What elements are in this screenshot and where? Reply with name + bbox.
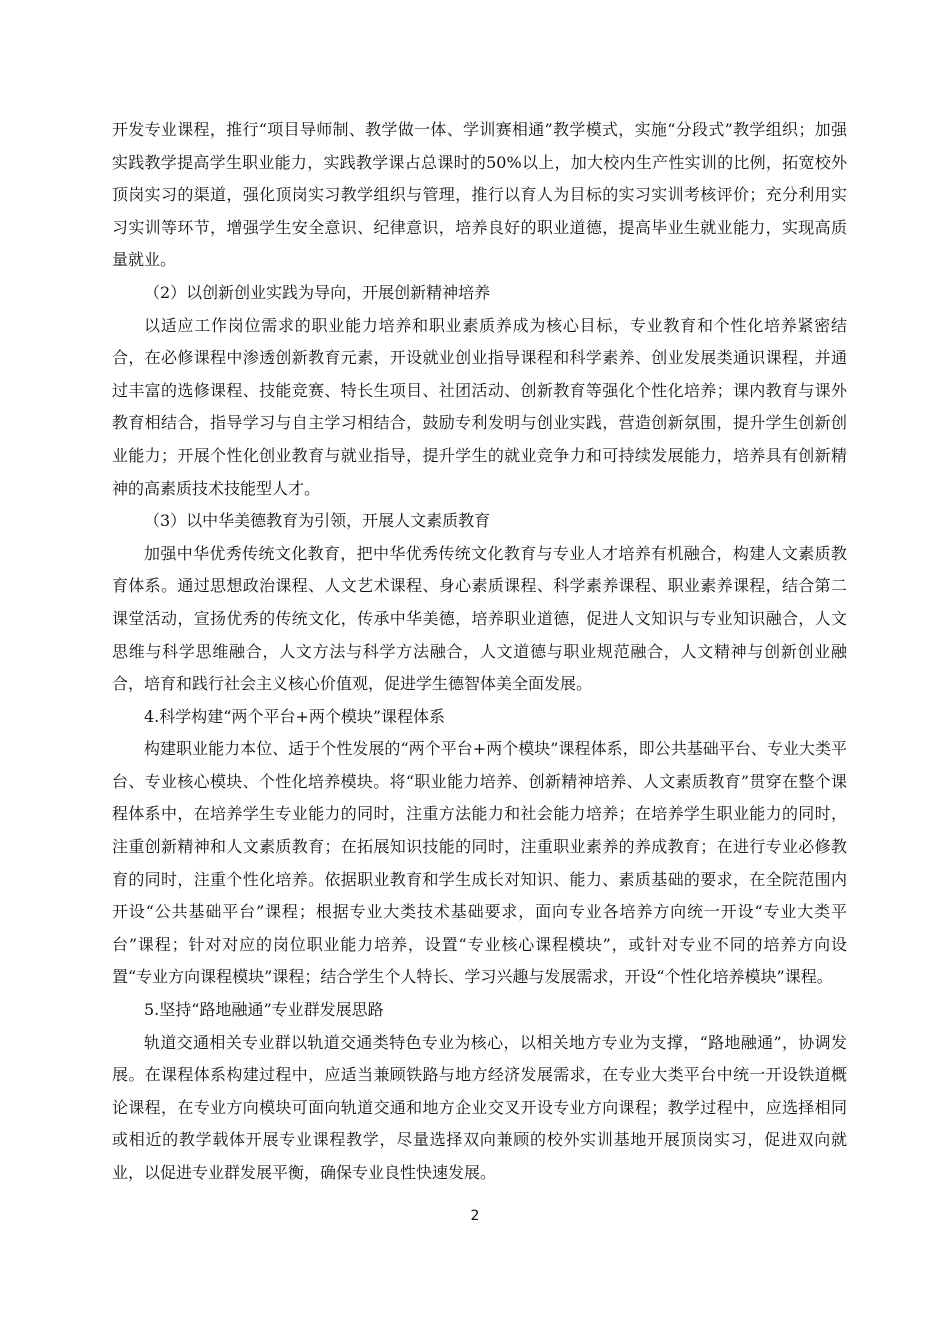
heading-innovation-entrepreneurship: （2）以创新创业实践为导向，开展创新精神培养: [144, 282, 491, 302]
paragraph-innovation-spirit: 以适应工作岗位需求的职业能力培养和职业素质养成为核心目标，专业教育和个性化培养紧密结合，在必修课程中渗透创新教育元素，开设就业创业指导课程和科学素养、创业发展类通识课程，并通过丰富的选修课程、技能竞赛、特长生项目、社团活动、创新教育等强化个性化培养；课内教育与课外教育相结合，指导学习与自主学习相结合，鼓励专利发明与创业实践，营造创新氛围，提升学生创新创业能力；开展个性化创业教育与就业指导，提升学生的就业竞争力和可持续发展能力，培养具有创新精神的高素质技术技能型人才。: [112, 315, 847, 498]
paragraph-course-development: 开发专业课程，推行“项目导师制、教学做一体、学训赛相通”教学模式，实施“分段式”教学组织；加强实践教学提高学生职业能力，实践教学课占总课时的50%以上，加大校内生产性实训的比例，拓宽校外顶岗实习的渠道，强化顶岗实习教学组织与管理，推行以育人为目标的实习实训考核评价；充分利用实习实训等环节，增强学生安全意识、纪律意识，培养良好的职业道德，提高毕业生就业能力，实现高质量就业。: [112, 120, 847, 270]
heading-road-local-integration: 5.坚持“路地融通”专业群发展思路: [144, 1000, 384, 1020]
page-number: 2: [470, 1208, 480, 1224]
paragraph-road-local-integration: 轨道交通相关专业群以轨道交通类特色专业为核心，以相关地方专业为支撑，“路地融通”，协调发展。在课程体系构建过程中，应适当兼顾铁路与地方经济发展需求，在专业大类平台中统一开设铁道概论课程，在专业方向模块可面向轨道交通和地方企业交叉开设专业方向课程；教学过程中，应选择相同或相近的教学载体开展专业课程教学，尽量选择双向兼顾的校外实训基地开展顶岗实习，促进双向就业，以促进专业群发展平衡，确保专业良性快速发展。: [112, 1032, 847, 1182]
document-body: [112, 114, 847, 1190]
heading-humanities-education: （3）以中华美德教育为引领，开展人文素质教育: [144, 511, 491, 531]
paragraph-humanities-system: 加强中华优秀传统文化教育，把中华优秀传统文化教育与专业人才培养有机融合，构建人文素质教育体系。通过思想政治课程、人文艺术课程、身心素质课程、科学素养课程、职业素养课程，结合第二课堂活动，宣扬优秀的传统文化，传承中华美德，培养职业道德，促进人文知识与专业知识融合，人文思维与科学思维融合，人文方法与科学方法融合，人文道德与职业规范融合，人文精神与创新创业融合，培育和践行社会主义核心价值观，促进学生德智体美全面发展。: [112, 543, 847, 694]
heading-course-system: 4.科学构建“两个平台+两个模块”课程体系: [144, 706, 446, 726]
paragraph-course-system: 构建职业能力本位、适于个性发展的“两个平台+两个模块”课程体系，即公共基础平台、专业大类平台、专业核心模块、个性化培养模块。将“职业能力培养、创新精神培养、人文素质教育”贯穿在整个课程体系中，在培养学生专业能力的同时，注重方法能力和社会能力培养；在培养学生职业能力的同时，注重创新精神和人文素质教育；在拓展知识技能的同时，注重职业素养的养成教育；在进行专业必修教育的同时，注重个性化培养。依据职业教育和学生成长对知识、能力、素质基础的要求，在全院范围内开设“公共基础平台”课程；根据专业大类技术基础要求，面向专业各培养方向统一开设“专业大类平台”课程；针对对应的岗位职业能力培养，设置“专业核心课程模块”，或针对专业不同的培养方向设置“专业方向课程模块”课程；结合学生个人特长、学习兴趣与发展需求，开设“个性化培养模块”课程。: [112, 739, 847, 987]
